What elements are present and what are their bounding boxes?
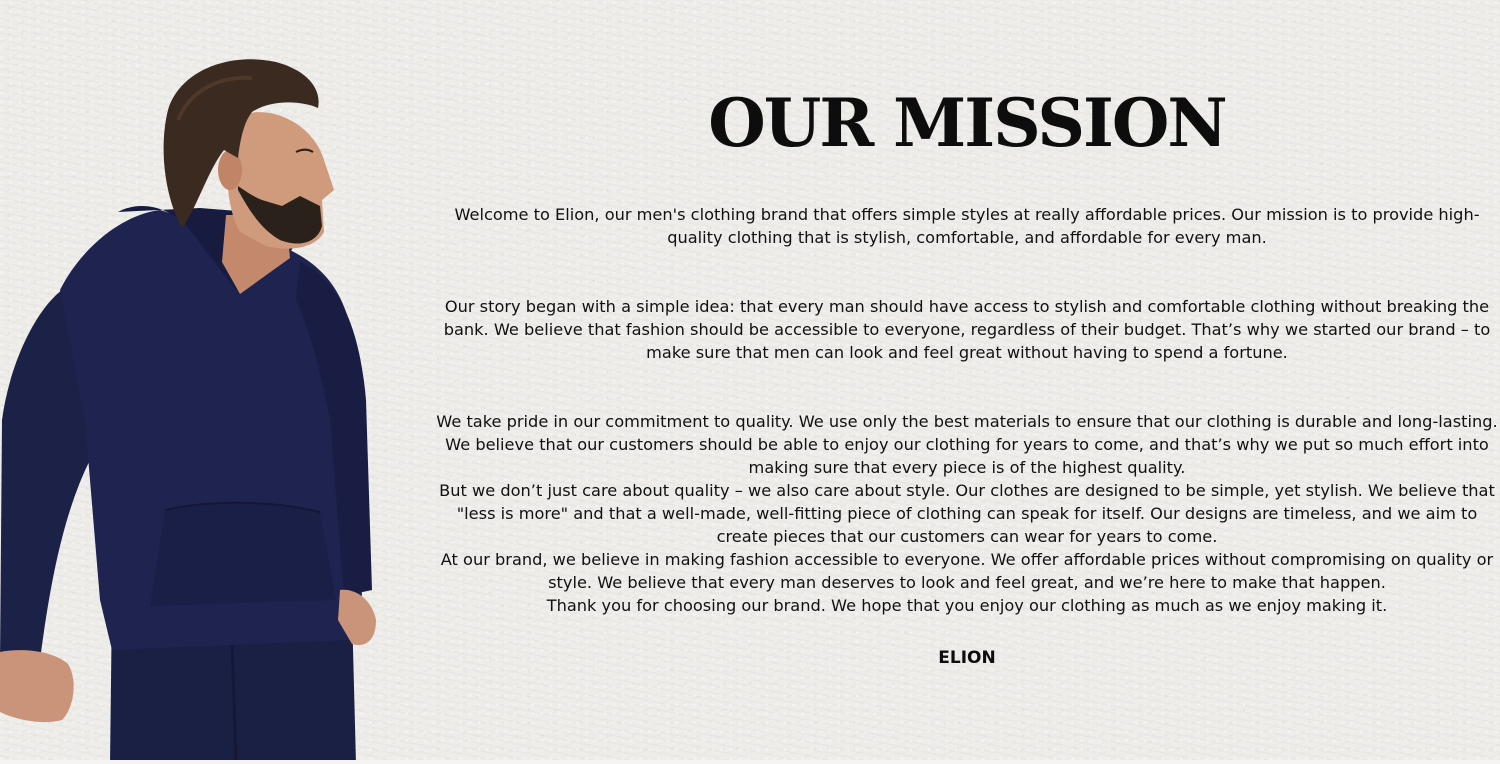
intro-paragraph: Welcome to Elion, our men's clothing brand that offers simple styles at really affordable prices. Our mission is to provide high-quality clothing that is stylish, comfortable, and affordable for every man. [454, 205, 1480, 247]
style-paragraph: But we don’t just care about quality – we also care about style. Our clothes are designed to be simple, yet stylish. We believe that "less is more" and that a well-made, well-fitting piece of clothing can speak for itself. Our designs are timeless, and we aim to create pieces that our customers can wear for years to come. [439, 481, 1495, 546]
quality-paragraph: We take pride in our commitment to quality. We use only the best materials to ensure that our clothing is durable and long-lasting. We believe that our customers should be able to enjoy our clothing for years to come, and that’s why we put so much effort into making sure that every piece is of the highest quality. [436, 412, 1498, 477]
accessible-paragraph: At our brand, we believe in making fashion accessible to everyone. We offer affordable prices without compromising on quality or style. We believe that every man deserves to look and feel great, and we’re here to make that happen. [440, 550, 1494, 592]
page-title: OUR MISSION [708, 84, 1226, 162]
model-photo [0, 0, 400, 764]
story-paragraph: Our story began with a simple idea: that every man should have access to stylish and comfortable clothing without breaking the bank. We believe that fashion should be accessible to everyone, regardless of their budget. That’s why we started our brand – to make sure that men can look and feel great without having to spend a fortune. [443, 297, 1491, 362]
thanks-paragraph: Thank you for choosing our brand. We hope that you enjoy our clothing as much as we enjoy making it. [546, 596, 1388, 615]
brand-signature: ELION [938, 648, 996, 668]
values-block [434, 410, 1500, 617]
mission-section [434, 0, 1500, 764]
bottom-edge [0, 760, 1500, 764]
